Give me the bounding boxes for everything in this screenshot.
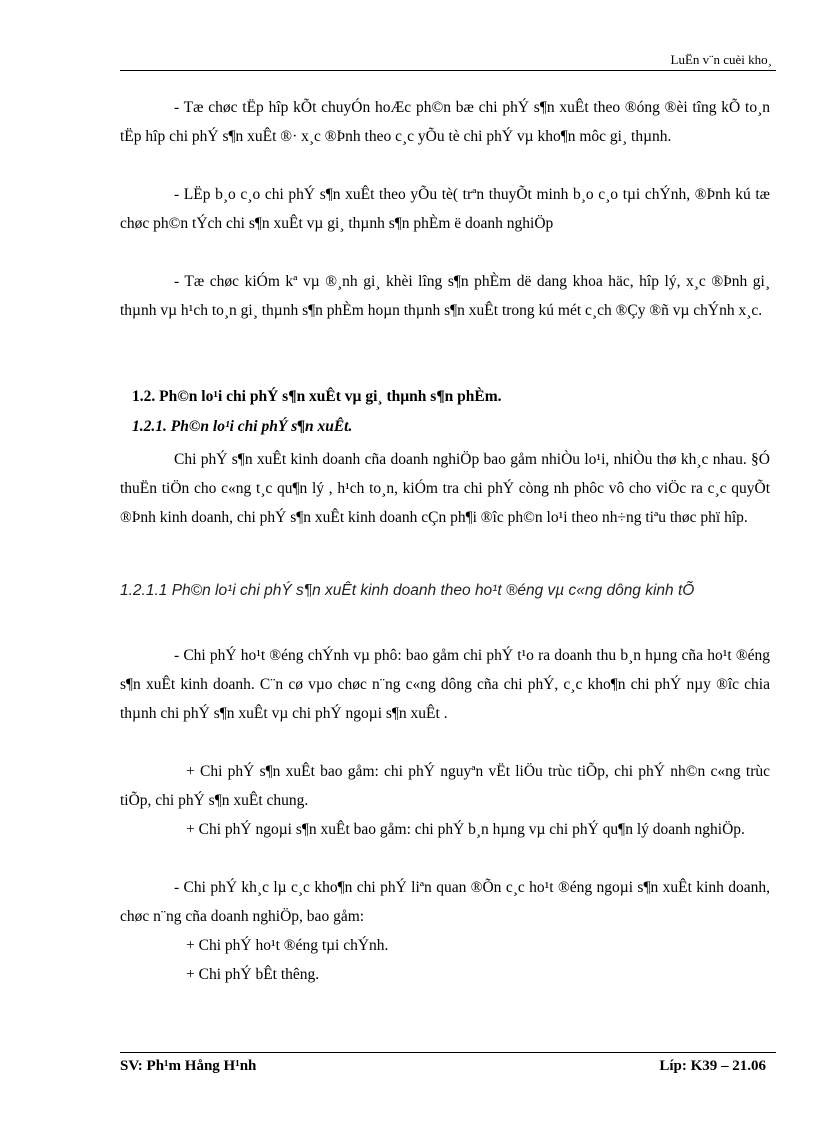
running-header-title: LuËn v¨n cuèi kho¸: [670, 52, 772, 67]
paragraph-cost-classification: Chi phÝ s¶n xuÊt kinh doanh cña doanh nghiÖp bao gåm nhiÒu lo¹i, nhiÒu thø kh¸c nhau. §Ó thuËn tiÖn cho c«ng t¸c qu¶n lý , h¹ch to¸n, kiÓm tra chi phÝ còng nh phôc vô cho viÖc ra c¸c quyÕt ®Þnh kinh doanh, chi phÝ s¶n xuÊt kinh doanh cÇn ph¶i ®îc ph©n lo¹i theo nh÷ng tiªu thøc phï hîp.: [120, 451, 770, 526]
footer-class-code: Líp: K39 – 21.06: [659, 1058, 766, 1074]
list-item-irregular-cost: + Chi phÝ bÊt thêng.: [186, 966, 320, 983]
section-heading-1-2-1-1: 1.2.1.1 Ph©n lo¹i chi phÝ s¶n xuÊt kinh doanh theo ho¹t ®éng vµ c«ng dông kinh tÕ: [120, 582, 695, 599]
paragraph-production-cost: + Chi phÝ s¶n xuÊt bao gåm: chi phÝ nguyªn vËt liÖu trùc tiÕp, chi phÝ nh©n c«ng trùc tiÕp, chi phÝ s¶n xuÊt chung.: [120, 763, 770, 809]
paragraph-inventory-check: - Tæ chøc kiÓm kª vµ ®¸nh gi¸ khèi lîng s¶n phÈm dë dang khoa häc, hîp lý, x¸c ®Þnh gi¸ thµnh vµ h¹ch to¸n gi¸ thµnh s¶n phÈm hoµn thµnh s¶n xuÊt trong kú mét c¸ch ®Çy ®ñ vµ chÝnh x¸c.: [120, 273, 770, 319]
paragraph-main-activity-cost: - Chi phÝ ho¹t ®éng chÝnh vµ phô: bao gåm chi phÝ t¹o ra doanh thu b¸n hµng cña ho¹t ®éng s¶n xuÊt kinh doanh. C¨n cø vµo chøc n¨ng c«ng dông cña chi phÝ, c¸c kho¶n chi phÝ nµy ®îc chia thµnh chi phÝ s¶n xuÊt vµ chi phÝ ngoµi s¶n xuÊt .: [120, 647, 770, 722]
header-divider: [120, 70, 776, 71]
paragraph-organize-cost: - Tæ chøc tËp hîp kÕt chuyÓn hoÆc ph©n bæ chi phÝ s¶n xuÊt theo ®óng ®èi tîng kÕ to¸n tËp hîp chi phÝ s¶n xuÊt ®· x¸c ®Þnh theo c¸c yÕu tè chi phÝ vµ kho¶n môc gi¸ thµnh.: [120, 99, 770, 145]
list-item-financial-cost: + Chi phÝ ho¹t ®éng tµi chÝnh.: [186, 937, 389, 954]
section-heading-1-2: 1.2. Ph©n lo¹i chi phÝ s¶n xuÊt vµ gi¸ thµnh s¶n phÈm.: [132, 388, 502, 405]
footer-divider: [120, 1052, 776, 1053]
paragraph-non-production-cost: + Chi phÝ ngoµi s¶n xuÊt bao gåm: chi phÝ b¸n hµng vµ chi phÝ qu¶n lý doanh nghiÖp.: [186, 821, 745, 838]
paragraph-other-cost: - Chi phÝ kh¸c lµ c¸c kho¶n chi phÝ liªn quan ®Õn c¸c ho¹t ®éng ngoµi s¶n xuÊt kinh doanh, chøc n¨ng cña doanh nghiÖp, bao gåm:: [120, 879, 770, 925]
footer-student-name: SV: Ph¹m Hång H¹nh: [120, 1058, 257, 1074]
section-heading-1-2-1: 1.2.1. Ph©n lo¹i chi phÝ s¶n xuÊt.: [132, 418, 353, 435]
paragraph-cost-report: - LËp b¸o c¸o chi phÝ s¶n xuÊt theo yÕu tè( trªn thuyÕt minh b¸o c¸o tµi chÝnh, ®Þnh kú tæ chøc ph©n tÝch chi s¶n xuÊt vµ gi¸ thµnh s¶n phÈm ë doanh nghiÖp: [120, 186, 770, 232]
